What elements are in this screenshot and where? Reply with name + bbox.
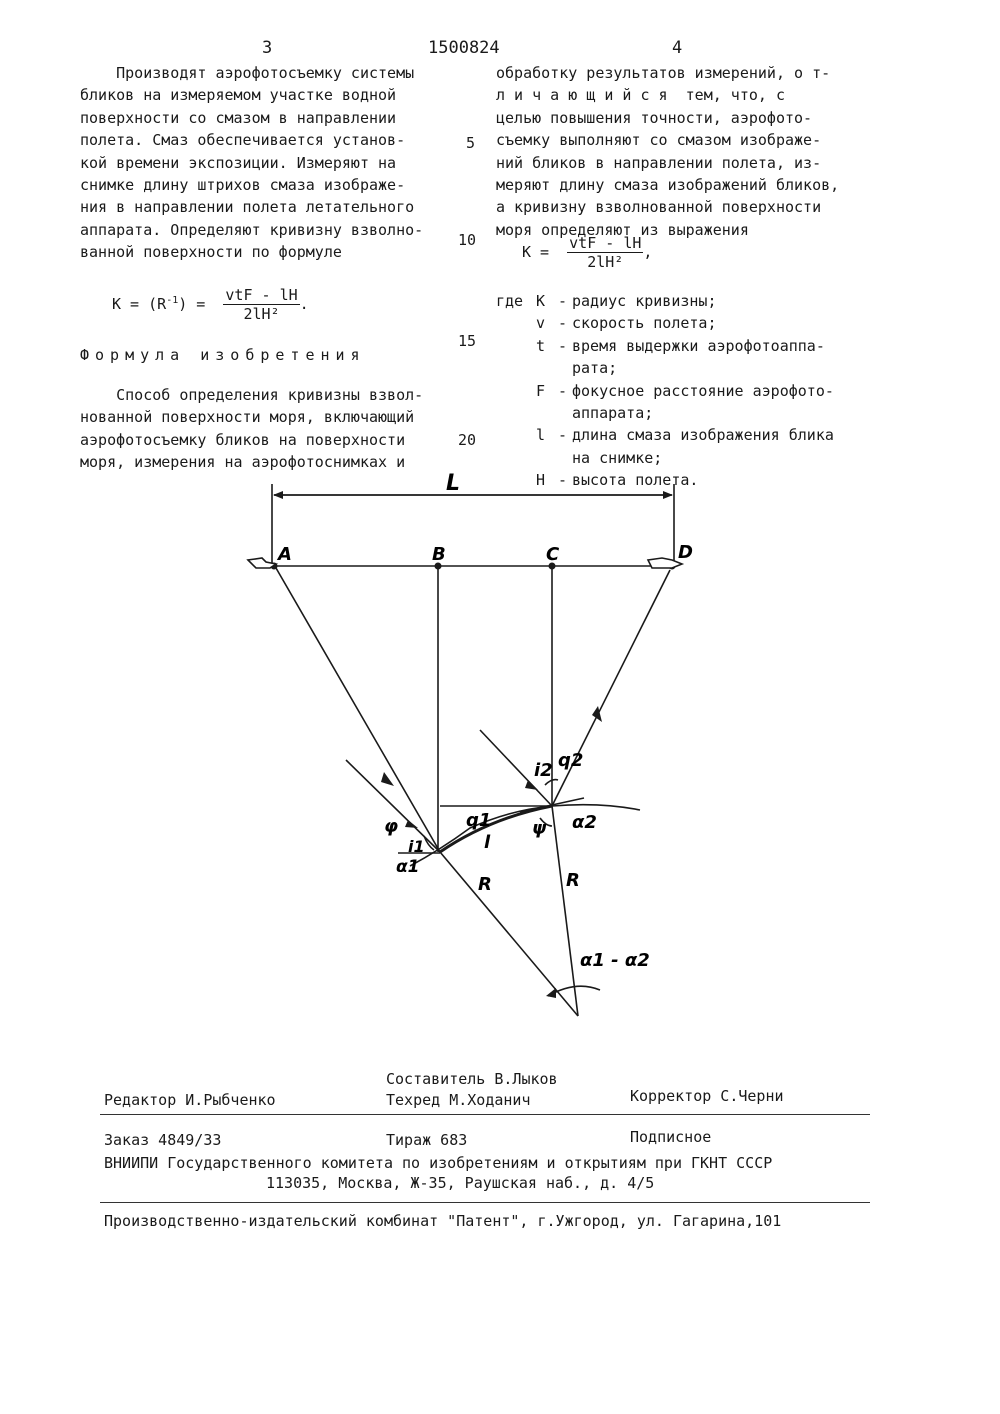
footer-order: Заказ 4849/33: [104, 1131, 222, 1149]
label-R2: R: [566, 870, 580, 891]
definition-text: скорость полета;: [572, 314, 717, 333]
incident-arrow-1: [405, 820, 418, 828]
formula-lhs: K =: [522, 243, 559, 261]
formula-denominator: 2lH²: [243, 305, 280, 323]
left-page-number: 3: [262, 38, 273, 58]
footer-rule-2: [100, 1202, 870, 1203]
right-page-number: 4: [672, 38, 683, 58]
definition-symbol: t: [536, 336, 546, 355]
definitions-intro: где: [496, 292, 524, 310]
definition-text: высота полета.: [572, 471, 699, 490]
arc-arrow: [546, 988, 556, 998]
label-i1: i1: [408, 837, 425, 856]
text-line: целью повышения точности, аэрофото-: [496, 108, 813, 127]
text-line: ванной поверхности по формуле: [80, 243, 342, 262]
line-number-5: 5: [466, 134, 476, 152]
definition-symbol: H: [536, 471, 546, 490]
definition-text: рата;: [572, 359, 618, 378]
label-R1: R: [478, 874, 492, 895]
definition-text: время выдержки аэрофотоаппа-: [572, 336, 825, 355]
label-phi: φ: [384, 816, 399, 837]
radius-2: [552, 806, 578, 1016]
text-line: л и ч а ю щ и й с я тем, что, с: [496, 86, 785, 105]
ray-arrow-1: [381, 772, 394, 786]
incident-arrow-2: [525, 780, 538, 790]
text-line: Способ определения кривизны взвол-: [80, 386, 424, 404]
text-line: моря определяют из выражения: [496, 220, 749, 239]
label-l: l: [484, 832, 491, 853]
definition-text: аппарата;: [572, 403, 654, 422]
definition-dash: -: [558, 471, 568, 490]
text-line: поверхности со смазом в направлении: [80, 108, 397, 127]
formula-end: .: [299, 295, 309, 313]
footer-corrector: Корректор С.Черни: [630, 1087, 784, 1105]
text-line: полета. Смаз обеспечивается установ-: [80, 131, 406, 150]
definition-dash: -: [558, 381, 568, 400]
label-L: L: [446, 471, 461, 496]
footer-address: 113035, Москва, Ж-35, Раушская наб., д. 4/5: [266, 1174, 655, 1192]
definition-symbol: l: [536, 426, 546, 445]
footer-compiler: Составитель В.Лыков: [386, 1070, 558, 1088]
formula-mid: ) =: [178, 295, 215, 313]
label-alpha1: α1: [396, 857, 420, 877]
incident-ray-1: [346, 760, 440, 852]
aircraft-right-icon: [648, 558, 682, 568]
claim-heading: Формула изобретения: [80, 346, 366, 364]
footer-subscription: Подписное: [630, 1128, 712, 1146]
label-D: D: [678, 542, 693, 563]
definition-text: фокусное расстояние аэрофото-: [572, 381, 834, 400]
footer-rule-1: [100, 1114, 870, 1115]
line-number-15: 15: [458, 332, 477, 350]
text-line: ний бликов в направлении полета, из-: [496, 153, 822, 172]
definition-text: длина смаза изображения блика: [572, 426, 834, 445]
definition-text: на снимке;: [572, 448, 663, 467]
footer-editor: Редактор И.Рыбченко: [104, 1091, 276, 1109]
line-number-20: 20: [458, 431, 477, 449]
label-i2: i2: [534, 760, 553, 781]
formula-denominator: 2lH²: [587, 253, 624, 271]
text-line: обработку результатов измерений, о т-: [496, 64, 831, 82]
label-psi: ψ: [532, 818, 547, 839]
text-line: съемку выполняют со смазом изображе-: [496, 131, 822, 150]
text-line: аппарата. Определяют кривизну взволно-: [80, 220, 424, 239]
label-A: A: [278, 544, 292, 565]
text-line: а кривизну взволнованной поверхности: [496, 198, 822, 217]
text-line: кой времени экспозиции. Измеряют на: [80, 153, 397, 172]
footer-techred: Техред М.Ходанич: [386, 1091, 531, 1109]
formula-exponent: -1: [166, 295, 179, 306]
definition-dash: -: [558, 292, 568, 310]
text-line: моря, измерения на аэрофотоснимках и: [80, 453, 406, 472]
definition-symbol: v: [536, 314, 546, 333]
definition-symbol: F: [536, 381, 546, 400]
ray-A-to-point1: [276, 568, 440, 852]
text-line: снимке длину штрихов смаза изображе-: [80, 175, 406, 194]
text-line: ния в направлении полета летательного: [80, 198, 415, 217]
formula-numerator: vtF - lH: [569, 234, 642, 252]
definition-symbol: K: [536, 292, 546, 310]
label-alpha-diff: α1 - α2: [580, 950, 650, 971]
formula-end: ,: [643, 243, 653, 261]
label-alpha2: α2: [572, 812, 597, 833]
line-number-10: 10: [458, 231, 477, 249]
text-line: бликов на измеряемом участке водной: [80, 86, 397, 105]
footer-circulation: Тираж 683: [386, 1131, 468, 1149]
text-line: Производят аэрофотосъемку системы: [80, 64, 415, 82]
text-line: меряют длину смаза изображений бликов,: [496, 175, 840, 194]
formula-numerator: vtF - lH: [225, 286, 298, 304]
definition-dash: -: [558, 426, 568, 445]
patent-number: 1500824: [428, 38, 500, 58]
formula-lhs: K = (R: [112, 295, 167, 313]
definition-text: радиус кривизны;: [572, 292, 717, 310]
footer-publisher: Производственно-издательский комбинат "Патент", г.Ужгород, ул. Гагарина,101: [104, 1212, 782, 1230]
definition-dash: -: [558, 314, 568, 333]
label-q1: q1: [466, 810, 492, 831]
text-line: аэрофотосъемку бликов на поверхности: [80, 430, 406, 449]
label-C: C: [546, 544, 560, 565]
text-line: нованной поверхности моря, включающий: [80, 408, 415, 427]
definition-dash: -: [558, 336, 568, 355]
label-q2: q2: [558, 750, 584, 771]
footer-org: ВНИИПИ Государственного комитета по изобретениям и открытиям при ГКНТ СССР: [104, 1154, 773, 1172]
label-B: B: [432, 544, 446, 565]
